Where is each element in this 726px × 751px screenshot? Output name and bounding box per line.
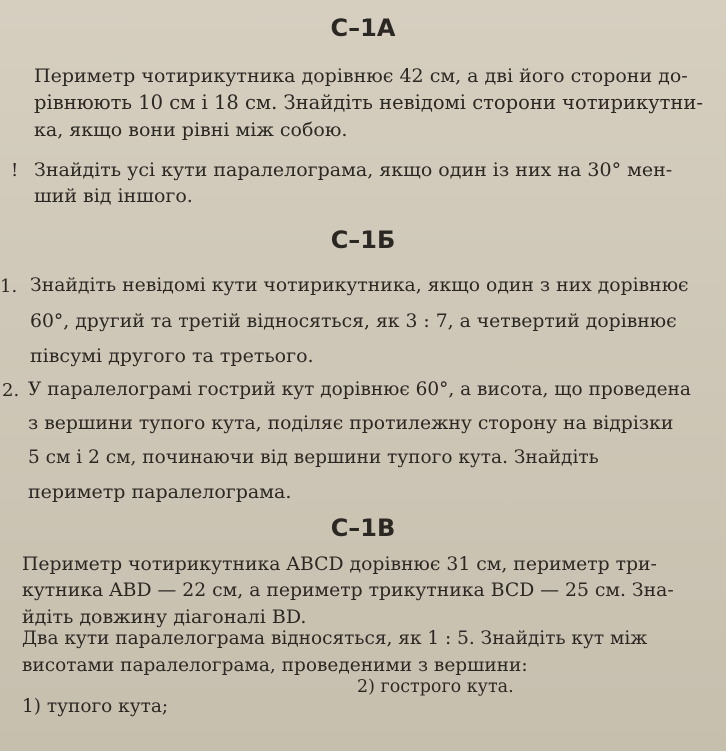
task-text-line: ка, якщо вони рівні між собою. bbox=[34, 119, 348, 141]
task-text-line: Знайдіть невідомі кути чотирикутника, якщо один з них дорівнює bbox=[30, 275, 689, 296]
task-text-line: 60°, другий та третій відносяться, як 3 : 7, а четвертий дорівнює bbox=[30, 311, 677, 332]
section-heading-c1b: С–1Б bbox=[330, 226, 396, 254]
task-text-line: півсумі другого та третього. bbox=[30, 345, 314, 367]
task-text-line: У паралелограмі гострий кут дорівнює 60°, а висота, що проведена bbox=[28, 379, 691, 400]
task-text-line: Два кути паралелограма відносяться, як 1 : 5. Знайдіть кут між bbox=[22, 628, 648, 649]
section-heading-c1v: С–1В bbox=[330, 514, 396, 542]
task-text-line: ший від іншого. bbox=[34, 185, 193, 207]
task-text-line: Периметр чотирикутника дорівнює 42 см, а дві його сторони до- bbox=[34, 65, 688, 87]
task-option: 2) гострого кута. bbox=[357, 677, 514, 697]
task-text-line: висотами паралелограма, проведеними з вершини: bbox=[22, 655, 528, 676]
task-text-line: рівнюють 10 см і 18 см. Знайдіть невідомі сторони чотирикутни- bbox=[34, 91, 703, 114]
task-text-line: Знайдіть усі кути паралелограма, якщо один із них на 30° мен- bbox=[34, 159, 673, 181]
task-option: 1) тупого кута; bbox=[22, 696, 169, 717]
task-text-line: Периметр чотирикутника ABCD дорівнює 31 см, периметр три- bbox=[22, 554, 657, 575]
task-text-line: йдіть довжину діагоналі BD. bbox=[22, 606, 307, 628]
task-number: 1. bbox=[0, 276, 18, 297]
task-text-line: 5 см і 2 см, починаючи від вершини тупого кута. Знайдіть bbox=[28, 447, 599, 468]
task-text-line: з вершини тупого кута, поділяє протилежну сторону на відрізки bbox=[28, 413, 674, 434]
section-heading-c1a: С–1А bbox=[330, 14, 396, 42]
task-text-line: периметр паралелограма. bbox=[28, 481, 292, 503]
task-text-line: кутника ABD — 22 см, а периметр трикутника BCD — 25 см. Зна- bbox=[22, 580, 674, 601]
task-number: ! bbox=[11, 160, 19, 181]
task-number: 2. bbox=[2, 380, 20, 401]
